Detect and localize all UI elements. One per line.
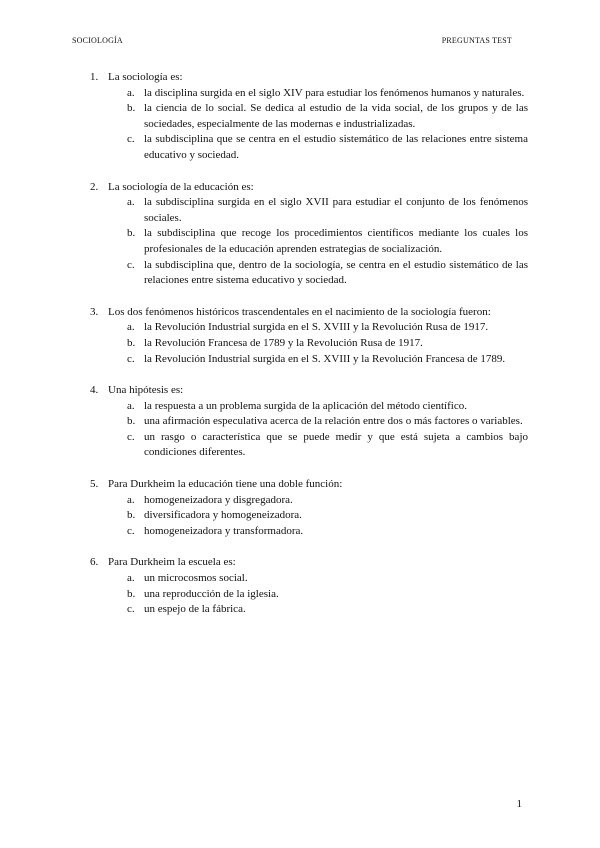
- option-text: la subdisciplina surgida en el siglo XVII para estudiar el conjunto de los fenómenos sociales.: [144, 196, 528, 224]
- option-list: [90, 320, 528, 367]
- question-text: La sociología es:: [108, 71, 183, 83]
- option-text: la disciplina surgida en el siglo XIV para estudiar los fenómenos humanos y naturales.: [144, 86, 525, 99]
- question-item: [90, 305, 528, 367]
- option-letter: a.: [127, 399, 135, 412]
- option-text: la subdisciplina que se centra en el estudio sistemático de las relaciones entre sistema educativo y sociedad.: [144, 133, 528, 161]
- option-list: [90, 86, 528, 164]
- option-text: un rasgo o característica que se puede medir y que está sujeta a cambios bajo condiciones diferentes.: [144, 430, 528, 459]
- option-text: la subdisciplina que recoge los procedimientos científicos mediante los cuales los profesionales de la educación aprenden estrategias de socialización.: [144, 227, 528, 255]
- answer-option: [90, 524, 528, 540]
- answer-option: [90, 320, 528, 336]
- page-number: 1: [516, 798, 522, 810]
- option-text: un espejo de la fábrica.: [144, 603, 246, 616]
- option-letter: b.: [127, 227, 136, 240]
- option-text: la ciencia de lo social. Se dedica al estudio de la vida social, de los grupos y de las sociedades, especialmente de las modernas e industrializadas.: [144, 102, 528, 130]
- answer-option: [90, 86, 528, 102]
- question-item: [90, 70, 528, 164]
- question-item: [90, 383, 528, 461]
- answer-option: [90, 101, 528, 132]
- answer-option: [90, 352, 528, 368]
- option-text: la Revolución Industrial surgida en el S. XVIII y la Revolución Francesa de 1789.: [144, 352, 506, 365]
- question-item: [90, 180, 528, 289]
- option-letter: c.: [127, 524, 135, 537]
- option-text: la subdisciplina que, dentro de la sociología, se centra en el estudio sistemático de las relaciones entre sistema educativo y sociedad.: [144, 258, 528, 287]
- answer-option: [90, 414, 528, 430]
- option-text: la Revolución Industrial surgida en el S. XVIII y la Revolución Rusa de 1917.: [144, 321, 489, 334]
- option-text: un microcosmos social.: [144, 572, 248, 585]
- option-letter: b.: [127, 587, 136, 600]
- option-letter: a.: [127, 86, 135, 99]
- option-text: diversificadora y homogeneizadora.: [144, 509, 302, 522]
- answer-option: [90, 132, 528, 163]
- option-letter: b.: [127, 102, 136, 115]
- document-body: [90, 70, 528, 634]
- option-text: una reproducción de la iglesia.: [144, 587, 279, 600]
- question-text: Los dos fenómenos históricos trascendentales en el nacimiento de la sociología fueron:: [108, 305, 491, 318]
- answer-option: [90, 508, 528, 524]
- question-number: 3.: [90, 305, 99, 318]
- question-number: 5.: [90, 478, 99, 491]
- header-section: PREGUNTAS TEST: [441, 36, 512, 45]
- question-list: [90, 70, 528, 618]
- option-letter: b.: [127, 336, 136, 349]
- answer-option: [90, 258, 528, 289]
- option-letter: c.: [127, 430, 135, 443]
- option-text: homogeneizadora y transformadora.: [144, 524, 304, 537]
- option-letter: c.: [127, 133, 135, 146]
- option-letter: c.: [127, 258, 135, 271]
- option-letter: b.: [127, 415, 136, 428]
- question-number: 6.: [90, 556, 99, 569]
- question-item: [90, 477, 528, 539]
- header-subject: SOCIOLOGÍA: [72, 36, 123, 45]
- question-number: 1.: [90, 71, 99, 83]
- answer-option: [90, 336, 528, 352]
- option-list: [90, 195, 528, 289]
- answer-option: [90, 587, 528, 603]
- answer-option: [90, 602, 528, 618]
- option-list: [90, 571, 528, 618]
- question-text: La sociología de la educación es:: [108, 180, 254, 193]
- option-letter: b.: [127, 509, 136, 522]
- question-text: Para Durkheim la escuela es:: [108, 556, 236, 569]
- answer-option: [90, 571, 528, 587]
- option-letter: a.: [127, 196, 135, 209]
- option-text: la respuesta a un problema surgida de la aplicación del método científico.: [144, 399, 467, 412]
- answer-option: [90, 399, 528, 415]
- question-text: Para Durkheim la educación tiene una doble función:: [108, 478, 343, 491]
- option-text: una afirmación especulativa acerca de la relación entre dos o más factores o variables.: [144, 415, 523, 428]
- question-text: Una hipótesis es:: [108, 384, 184, 397]
- answer-option: [90, 195, 528, 226]
- option-letter: c.: [127, 603, 135, 616]
- option-list: [90, 493, 528, 540]
- option-letter: c.: [127, 352, 135, 365]
- option-text: la Revolución Francesa de 1789 y la Revolución Rusa de 1917.: [144, 336, 423, 349]
- option-letter: a.: [127, 321, 135, 334]
- question-number: 4.: [90, 384, 99, 397]
- answer-option: [90, 493, 528, 509]
- option-text: homogeneizadora y disgregadora.: [144, 493, 293, 506]
- question-number: 2.: [90, 180, 99, 193]
- question-item: [90, 555, 528, 617]
- answer-option: [90, 430, 528, 461]
- option-letter: a.: [127, 493, 135, 506]
- option-list: [90, 399, 528, 461]
- answer-option: [90, 226, 528, 257]
- option-letter: a.: [127, 572, 135, 585]
